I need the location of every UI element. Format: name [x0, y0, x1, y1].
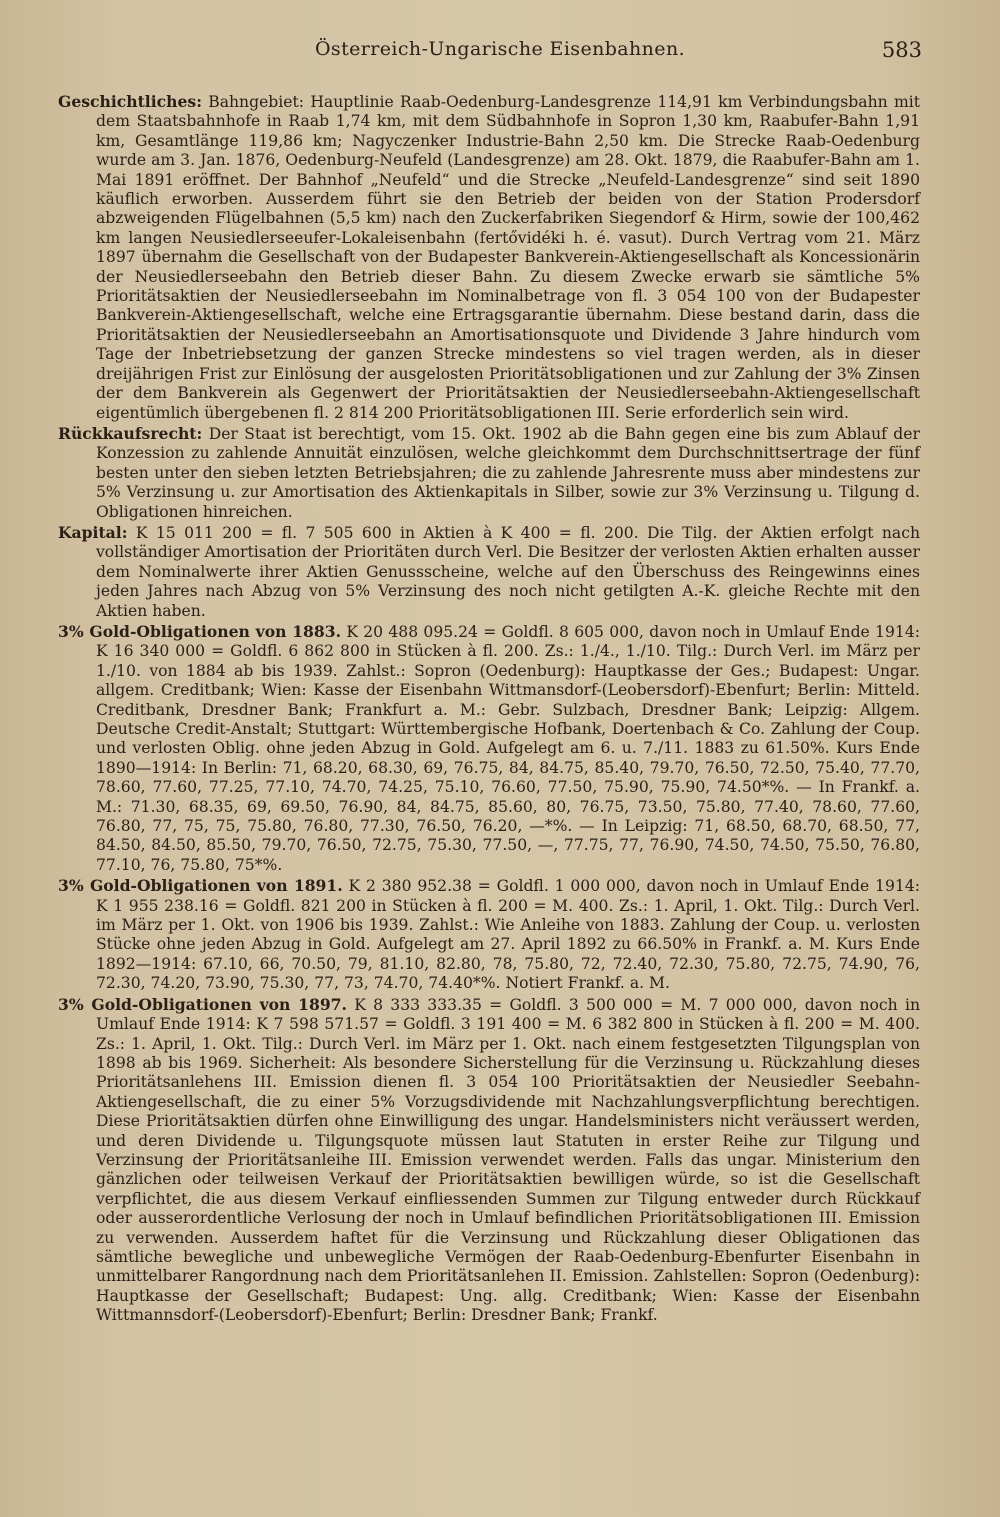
- section-title: Geschichtliches:: [58, 92, 202, 111]
- section-text: K 8 333 333.35 = Goldfl. 3 500 000 = M. 7 000 000, davon noch in Umlauf Ende 1914: K 7 598 571.57 = Goldfl. 3 191 400 = M. 6 382 800 in Stücken à fl. 200 = M. 400. Zs.: 1. April, 1. Okt. Tilg.: Durch Verl. im März per 1. Okt. nach einem festgesetzten Tilgungsplan von 1898 ab bis 1969. Sicherheit: Als besondere Sicherstellung für die Verzinsung u. Rückzahlung dieses Prioritätsanlehens III. Emission dienen fl. 3 054 100 Prioritätsaktien der Neusiedler Seebahn-Aktiengesellschaft, die zu einer 5% Vorzugsdividende mit Nachzahlungsverpflichtung berechtigen. Diese Prioritätsaktien dürfen ohne Einwilligung des ungar. Handelsministers nicht veräussert werden, und deren Dividende u. Tilgungsquote müssen laut Statuten in erster Reihe zur Tilgung und Verzinsung der Prioritätsanleihe III. Emission verwendet werden. Falls das ungar. Ministerium den gänzlichen oder teilweisen Verkauf der Prioritätsaktien bewilligen würde, so ist die Gesellschaft verpflichtet, die aus diesem Verkauf einfliessenden Summen zur Tilgung entweder durch Rückkauf oder ausserordentliche Verlosung der noch in Umlauf befindlichen Prioritätsobligationen III. Emission zu verwenden. Ausserdem haftet für die Verzinsung und Rückzahlung dieser Obligationen das sämtliche bewegliche und unbewegliche Vermögen der Raab-Oedenburg-Ebenfurter Eisenbahn in unmittelbarer Rangordnung nach dem Prioritätsanlehen II. Emission. Zahlstellen: Sopron (Oedenburg): Hauptkasse der Gesellschaft; Budapest: Ung. allg. Creditbank; Wien: Kasse der Eisenbahn Wittmannsdorf-(Leobersdorf)-Ebenfurt; Berlin: Dresdner Bank; Frankf.: [96, 995, 920, 1325]
- section-text: K 2 380 952.38 = Goldfl. 1 000 000, davon noch in Umlauf Ende 1914: K 1 955 238.16 = Goldfl. 821 200 in Stücken à fl. 200 = M. 400. Zs.: 1. April, 1. Okt. Tilg.: Durch Verl. im März per 1. Okt. von 1906 bis 1939. Zahlst.: Wie Anleihe von 1883. Zahlung der Coup. u. verlosten Stücke ohne jeden Abzug in Gold. Aufgelegt am 27. April 1892 zu 66.50% in Frankf. a. M. Kurs Ende 1892—1914: 67.10, 66, 70.50, 79, 81.10, 82.80, 78, 75.80, 72, 72.40, 72.30, 75.80, 72.75, 74.90, 76, 72.30, 74.20, 73.90, 75.30, 77, 73, 74.70, 74.40*%. Notiert Frankf. a. M.: [96, 877, 920, 993]
- section-text: K 15 011 200 = fl. 7 505 600 in Aktien à K 400 = fl. 200. Die Tilg. der Aktien erfolgt nach vollständiger Amortisation der Prioritäten durch Verl. Die Besitzer der verlosten Aktien erhalten ausser dem Nominalwerte ihrer Aktien Genussscheine, welche auf den Überschuss des Reingewinns eines jeden Jahres nach Abzug von 5% Verzinsung des noch nicht getilgten A.-K. gleiche Rechte mit den Aktien haben.: [96, 523, 920, 620]
- section-title: 3% Gold-Obligationen von 1891.: [58, 876, 343, 896]
- section-obligationen-1897: [58, 995, 920, 1326]
- page-number: 583: [881, 38, 922, 62]
- section-geschichtliches: [58, 92, 920, 423]
- page-header: [0, 38, 1000, 68]
- section-title: Kapital:: [58, 522, 128, 542]
- section-title: 3% Gold-Obligationen von 1883.: [58, 621, 342, 641]
- page-body: [58, 92, 920, 1327]
- section-kapital: [58, 523, 920, 621]
- running-title: Österreich-Ungarische Eisenbahnen.: [314, 38, 686, 60]
- section-rueckkaufsrecht: [58, 424, 920, 522]
- section-title: 3% Gold-Obligationen von 1897.: [58, 994, 347, 1014]
- section-obligationen-1891: [58, 876, 920, 993]
- section-title: Rückkaufsrecht:: [58, 423, 203, 443]
- section-text: K 20 488 095.24 = Goldfl. 8 605 000, davon noch in Umlauf Ende 1914: K 16 340 000 = Goldfl. 6 862 800 in Stücken à fl. 200. Zs.: 1./4., 1./10. Tilg.: Durch Verl. im März per 1./10. von 1884 ab bis 1939. Zahlst.: Sopron (Oedenburg): Hauptkasse der Ges.; Budapest: Ungar. allgem. Creditbank; Wien: Kasse der Eisenbahn Wittmansdorf-(Leobersdorf)-Ebenfurt; Berlin: Mitteld. Creditbank, Dresdner Bank; Frankfurt a. M.: Gebr. Sulzbach, Dresdner Bank; Leipzig: Allgem. Deutsche Credit-Anstalt; Stuttgart: Württembergische Hofbank, Doertenbach & Co. Zahlung der Coup. und verlosten Oblig. ohne jeden Abzug in Gold. Aufgelegt am 6. u. 7./11. 1883 zu 61.50%. Kurs Ende 1890—1914: In Berlin: 71, 68.20, 68.30, 69, 76.75, 84, 84.75, 85.40, 79.70, 76.50, 72.50, 75.40, 77.70, 78.60, 77.60, 77.25, 77.10, 74.70, 74.25, 75.10, 76.60, 77.50, 75.90, 75.90, 74.50*%. — In Frankf. a. M.: 71.30, 68.35, 69, 69.50, 76.90, 84, 84.75, 85.60, 80, 76.75, 73.50, 75.80, 77.40, 78.60, 77.60, 76.80, 77, 75, 75, 75.80, 76.80, 77.30, 76.50, 76.20, —*%. — In Leipzig: 71, 68.50, 68.70, 68.50, 77, 84.50, 84.50, 85.50, 79.70, 76.50, 72.75, 75.30, 77.50, —, 77.75, 77, 76.90, 74.50, 74.50, 75.50, 76.80, 77.10, 76, 75.80, 75*%.: [96, 622, 920, 874]
- section-text: Bahngebiet: Hauptlinie Raab-Oedenburg-Landesgrenze 114,91 km Verbindungsbahn mit dem Staatsbahnhofe in Raab 1,74 km, mit dem Südbahnhofe in Sopron 1,30 km, Raabufer-Bahn 1,91 km, Gesamtlänge 119,86 km; Nagyczenker Industrie-Bahn 2,50 km. Die Strecke Raab-Oedenburg wurde am 3. Jan. 1876, Oedenburg-Neufeld (Landesgrenze) am 28. Okt. 1879, die Raabufer-Bahn am 1. Mai 1891 eröffnet. Der Bahnhof „Neufeld“ und die Strecke „Neufeld-Landesgrenze“ sind seit 1890 käuflich erworben. Ausserdem führt sie den Betrieb der beiden von der Station Prodersdorf abzweigenden Flügelbahnen (5,5 km) nach den Zuckerfabriken Siegendorf & Hirm, sowie der 100,462 km langen Neusiedlerseeufer-Lokaleisenbahn (fertővidéki h. é. vasut). Durch Vertrag vom 21. März 1897 übernahm die Gesellschaft von der Budapester Bankverein-Aktiengesellschaft als Koncessionärin der Neusiedlerseebahn den Betrieb dieser Bahn. Zu diesem Zwecke erwarb sie sämtliche 5% Prioritätsaktien der Neusiedlerseebahn im Nominalbetrage von fl. 3 054 100 von der Budapester Bankverein-Aktiengesellschaft, welche eine Ertragsgarantie übernahm. Diese bestand darin, dass die Prioritätsaktien der Neusiedlerseebahn an Amortisationsquote und Dividende 3 Jahre hindurch vom Tage der Inbetriebsetzung der ganzen Strecke mindestens so viel tragen werden, als in dieser dreijährigen Frist zur Einlösung der ausgelosten Prioritätsobligationen und zur Zahlung der 3% Zinsen der dem Bankverein als Gegenwert der Prioritätsaktien der Neusiedlerseebahn-Aktiengesellschaft eigentümlich übergebenen fl. 2 814 200 Prioritätsobligationen III. Serie erforderlich sein wird.: [96, 93, 920, 422]
- section-text: Der Staat ist berechtigt, vom 15. Okt. 1902 ab die Bahn gegen eine bis zum Ablauf der Konzession zu zahlende Annuität einzulösen, welche gleichkommt dem Durchschnittsertrage der fünf besten unter den sieben letzten Betriebsjahren; die zu zahlende Jahresrente muss aber mindestens zur 5% Verzinsung u. zur Amortisation des Aktienkapitals in Silber, sowie zur 3% Verzinsung u. Tilgung d. Obligationen hinreichen.: [96, 424, 920, 521]
- section-obligationen-1883: [58, 622, 920, 875]
